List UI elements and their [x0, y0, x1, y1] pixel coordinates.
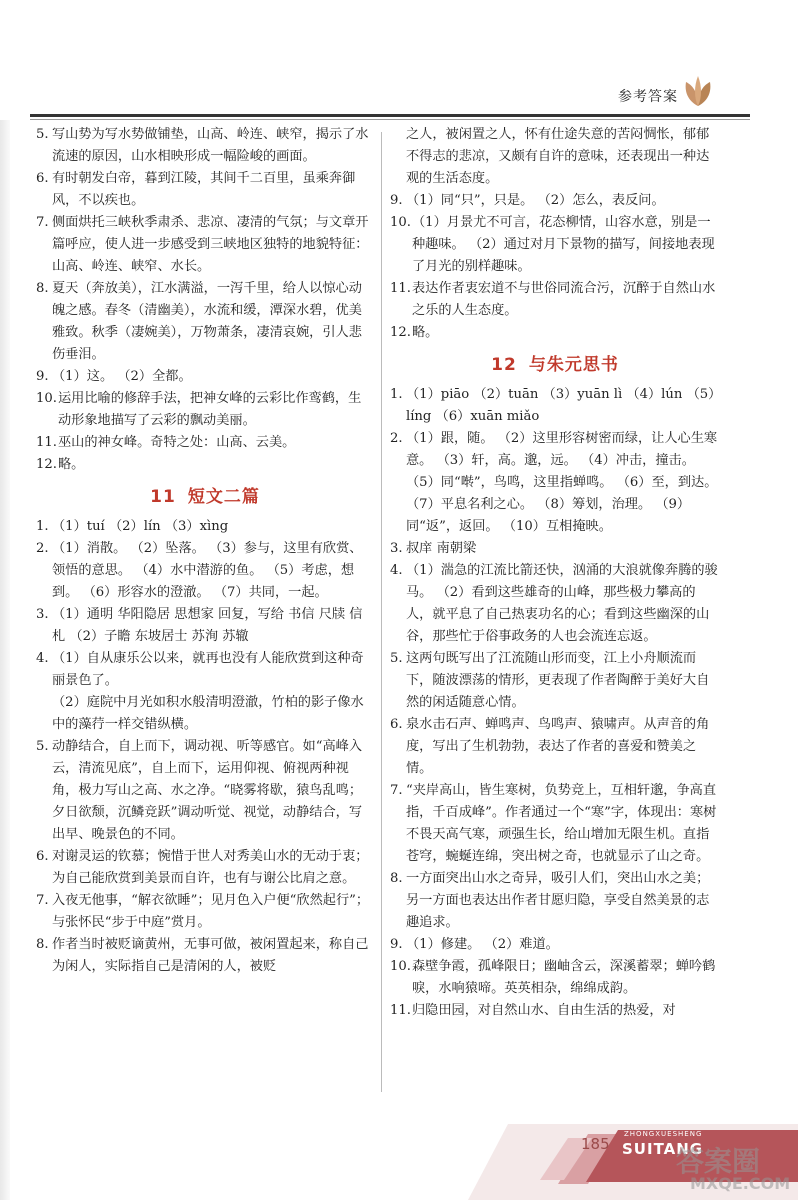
list-item: 之人，被闲置之人，怀有仕途失意的苦闷惆怅，郁郁不得志的悲凉，又颇有自许的意味，还表现出一种达观的生活态度。	[406, 127, 710, 186]
list-item: 7. “夹岸高山，皆生寒树，负势竞上，互相轩邈，争高直指，千百成峰”。作者通过一个“寒”字，体现出：寒树不畏天高气寒，顽强生长，给山增加无限生机。直指苍穹，蜿蜒连绵，突出树之奇，也就显示了山之奇。	[390, 783, 717, 864]
list-item: 10. 森壁争霞，孤峰限日；幽岫含云，深溪蓄翠；蝉吟鹤唳，水响猿啼。英英相杂，绵绵成韵。	[390, 959, 716, 996]
list-item: 4. （1）湍急的江流比箭还快，汹涌的大浪就像奔腾的骏马。 （2）看到这些雄奇的山峰，那些极力攀高的人，就平息了自己热衷功名的心；看到这些幽深的山谷，那些忙于俗事政务的人也会流连忘返。	[390, 563, 718, 644]
answers-list-10	[36, 124, 374, 476]
header-title: 参考答案	[618, 89, 678, 105]
answers-list-11-cont	[390, 124, 720, 344]
watermark-url: MXQE.COM	[690, 1174, 791, 1193]
list-item: 7. 入夜无他事，“解衣欲睡”；见月色入户便“欣然起行”；与张怀民“步于中庭”赏月。	[36, 893, 370, 930]
list-item: 11. 巫山的神女峰。奇特之处：山高、云美。	[36, 435, 296, 450]
answers-list-11	[36, 516, 374, 978]
list-item: 9. （1）这。 （2）全都。	[36, 369, 192, 384]
footer-brand-sub: ZHONGXUESHENG	[624, 1130, 703, 1138]
page-number: 185	[581, 1135, 610, 1153]
list-item: 7. 侧面烘托三峡秋季肃杀、悲凉、凄清的气氛；与文章开篇呼应，使人进一步感受到三峡地区独特的地貌特征：山高、岭连、峡窄、水长。	[36, 215, 369, 274]
list-item: 6. 对谢灵运的钦慕；惋惜于世人对秀美山水的无动于衷；为自己能欣赏到美景而自许，也有与谢公比肩之意。	[36, 849, 369, 886]
header-rule	[30, 114, 750, 117]
list-item: 8. 夏天（奔放美），江水满溢，一泻千里，给人以惊心动魄之感。春冬（清幽美），水流和缓，潭深水碧，优美雅致。秋季（凄婉美），万物萧条，凄清哀婉，引人悲伤垂泪。	[36, 281, 362, 362]
page-header	[0, 0, 798, 120]
footer-brand: SUITANG	[622, 1140, 704, 1158]
list-item: 12. 略。	[390, 325, 439, 340]
list-item: 5. 写山势为写水势做铺垫，山高、岭连、峡窄，揭示了水流速的原因，山水相映形成一幅险峻的画面。	[36, 127, 369, 164]
list-item: 10. 运用比喻的修辞手法，把神女峰的云彩比作鸾鹤，生动形象地描写了云彩的飘动美丽。	[36, 391, 362, 428]
list-item: 9. （1）同“只”，只是。 （2）怎么，表反问。	[390, 193, 665, 208]
list-item: 6. 有时朝发白帝，暮到江陵，其间千二百里，虽乘奔御风，不以疾也。	[36, 171, 356, 208]
column-divider	[381, 132, 382, 1092]
header-rule-thin	[30, 119, 750, 120]
list-item: 9. （1）修建。 （2）难道。	[390, 937, 559, 952]
list-item: 6. 泉水击石声、蝉鸣声、鸟鸣声、猿啸声。从声音的角度，写出了生机勃勃，表达了作者的喜爱和赞美之情。	[390, 717, 710, 776]
list-item: 1. （1）piāo （2）tuān （3）yuān lì （4）lún （5）líng （6）xuān miǎo	[390, 387, 715, 424]
list-item: （2）庭院中月光如积水般清明澄澈，竹柏的影子像水中的藻荇一样交错纵横。	[52, 695, 364, 732]
list-item: 12. 略。	[36, 457, 85, 472]
left-column	[36, 124, 374, 978]
list-item: 11. 归隐田园，对自然山水、自由生活的热爱，对	[390, 1003, 676, 1018]
leaf-icon	[680, 72, 716, 110]
list-item: 11. 表达作者衷宏道不与世俗同流合污，沉醉于自然山水之乐的人生态度。	[390, 281, 716, 318]
section-title-12: 12 与朱元思书	[491, 355, 619, 375]
list-item: 5. 动静结合，自上而下，调动视、听等感官。如“高峰入云，清流见底”，自上而下，运用仰视、俯视两种视角，极力写山之高、水之净。“晓雾将歇，猿鸟乱鸣；夕日欲颓，沉鳞竞跃”调动听觉、视觉，动静结合，写出早、晚景色的不同。	[36, 739, 363, 842]
list-item: 8. 作者当时被贬谪黄州，无事可做，被闲置起来，称自己为闲人，实际指自己是清闲的人，被贬	[36, 937, 369, 974]
list-item: 2. （1）消散。 （2）坠落。 （3）参与，这里有欣赏、领悟的意思。 （4）水中潜游的鱼。 （5）考虑，想到。 （6）形容水的澄澈。 （7）共同，一起。	[36, 541, 363, 600]
list-item: 3. 叔庠 南朝梁	[390, 541, 477, 556]
answers-list-12	[390, 384, 720, 1022]
list-item: 3. （1）通明 华阳隐居 思想家 回复，写给 书信 尺牍 信札 （2）子瞻 东坡居士 苏洵 苏辙	[36, 607, 363, 644]
list-item: 1. （1）tuí （2）lín （3）xìng	[36, 519, 229, 534]
book-spine-shadow	[0, 120, 10, 1200]
list-item: 4. （1）自从康乐公以来，就再也没有人能欣赏到这种奇丽景色了。	[36, 651, 364, 688]
list-item: 2. （1）跟，随。 （2）这里形容树密而绿，让人心生寒意。 （3）轩，高。邈，远。 （4）冲击，撞击。 （5）同“啭”，鸟鸣，这里指蝉鸣。 （6）至，到达。 （7）平息名利之心。 （8）筹划，治理。 （9）同“返”，返回。 （10）互相掩映。	[390, 431, 718, 534]
section-title-11: 11 短文二篇	[150, 487, 260, 507]
list-item: 10. （1）月景尤不可言，花态柳情，山容水意，别是一种趣味。 （2）通过对月下景物的描写，间接地表现了月光的别样趣味。	[390, 215, 715, 274]
list-item: 5. 这两句既写出了江流随山形而变，江上小舟顺流而下，随波漂荡的情形，更表现了作者陶醉于美好大自然的闲适随意心情。	[390, 651, 710, 710]
list-item: 8. 一方面突出山水之奇异，吸引人们，突出山水之美；另一方面也表达出作者甘愿归隐，享受自然美景的志趣追求。	[390, 871, 710, 930]
right-column	[390, 124, 720, 1022]
watermark-logo: 答案圈	[676, 1145, 761, 1178]
